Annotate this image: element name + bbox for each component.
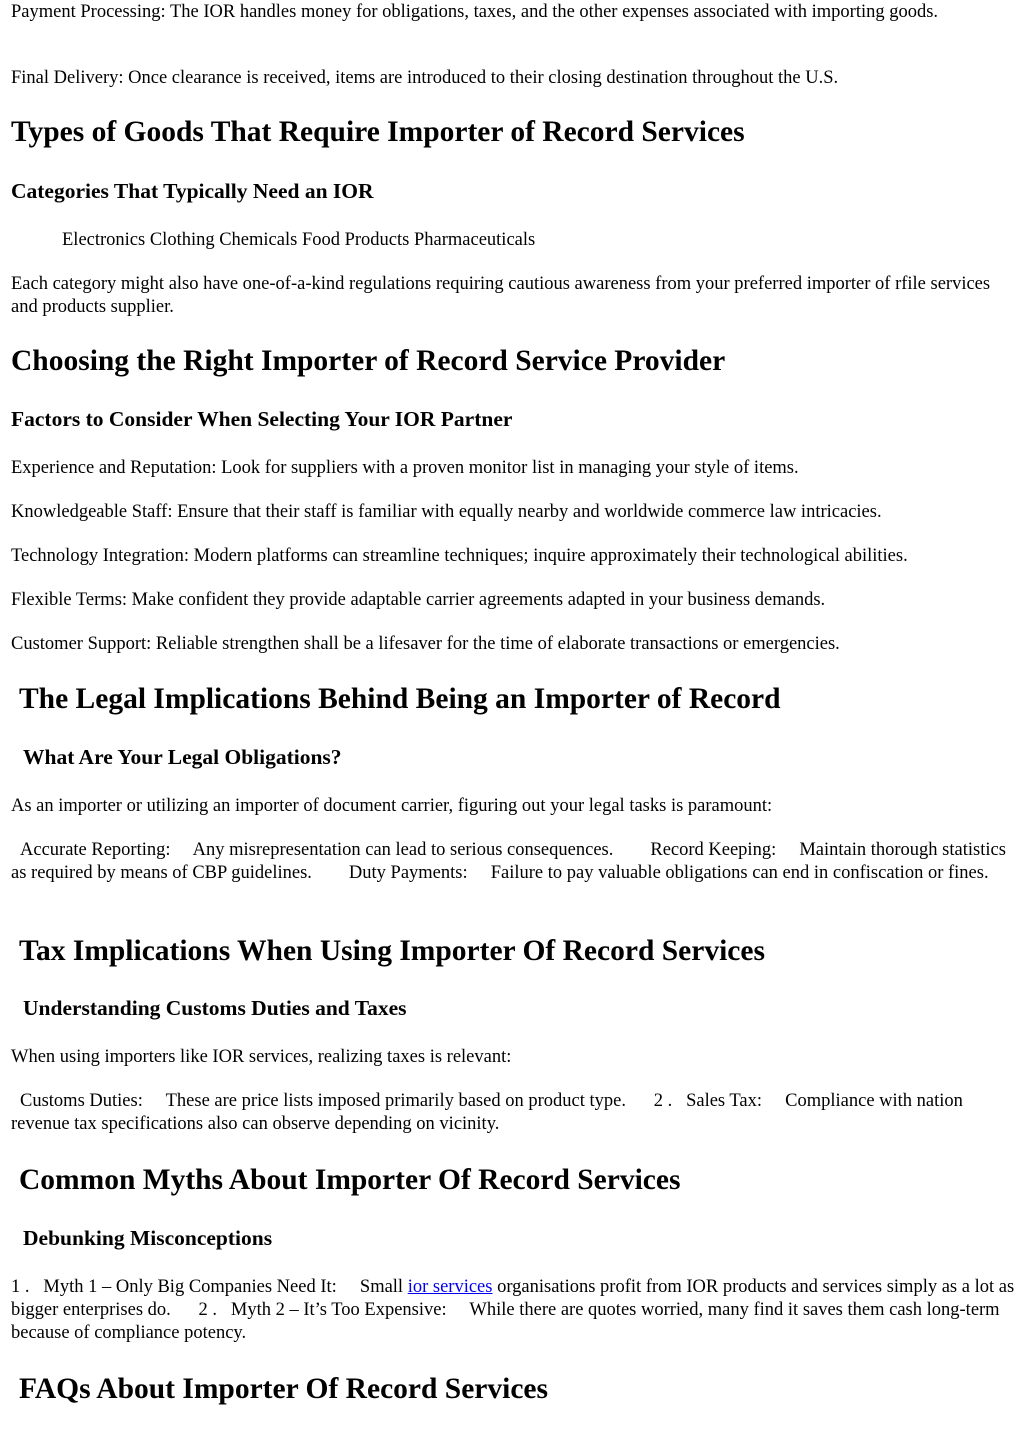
- paragraph-customer-support: Customer Support: Reliable strengthen shall be a lifesaver for the time of elaborate transactions or emergencies.: [11, 634, 840, 654]
- heading-common-myths: Common Myths About Importer Of Record Services: [19, 1164, 681, 1196]
- paragraph-final-delivery: Final Delivery: Once clearance is received, items are introduced to their closing destination throughout the U.S.: [11, 68, 839, 88]
- heading-faqs: FAQs About Importer Of Record Services: [19, 1373, 548, 1405]
- subheading-customs-duties: Understanding Customs Duties and Taxes: [23, 996, 407, 1020]
- subheading-factors: Factors to Consider When Selecting Your IOR Partner: [11, 407, 513, 431]
- paragraph-as-importer: As an importer or utilizing an importer of document carrier, figuring out your legal tasks is paramount:: [11, 796, 773, 816]
- myths-text-after-link: organisations profit from IOR products and services simply as a lot as bigger enterprises do. 2 . Myth 2 – It’s Too Expensive: While there are quotes worried, many find it saves them cash long-term because of compliance potency.: [11, 1277, 1019, 1343]
- myths-text-before-link: 1 . Myth 1 – Only Big Companies Need It: Small: [11, 1277, 408, 1297]
- heading-types-of-goods: Types of Goods That Require Importer of Record Services: [11, 116, 745, 148]
- paragraph-technology: Technology Integration: Modern platforms can streamline techniques; inquire approximately their technological abilities.: [11, 546, 908, 566]
- paragraph-knowledgeable-staff: Knowledgeable Staff: Ensure that their staff is familiar with equally nearby and worldwide commerce law intricacies.: [11, 502, 882, 522]
- ior-services-link[interactable]: ior services: [407, 1277, 493, 1297]
- subheading-debunking: Debunking Misconceptions: [23, 1226, 273, 1250]
- subheading-legal-obligations: What Are Your Legal Obligations?: [23, 745, 342, 769]
- paragraph-payment-processing: Payment Processing: The IOR handles money for obligations, taxes, and the other expenses associated with importing goods.: [11, 2, 939, 22]
- heading-legal-implications: The Legal Implications Behind Being an Importer of Record: [19, 683, 781, 715]
- paragraph-tax-list: Customs Duties: These are price lists imposed primarily based on product type. 2 . Sales Tax: Compliance with nation revenue tax specifications also can observe depending on vicinity.: [11, 1091, 968, 1134]
- heading-tax-implications: Tax Implications When Using Importer Of Record Services: [19, 935, 765, 967]
- subheading-categories: Categories That Typically Need an IOR: [11, 179, 374, 203]
- paragraph-legal-list: Accurate Reporting: Any misrepresentation can lead to serious consequences. Record Keeping: Maintain thorough statistics as required by means of CBP guidelines. Duty Payments: Failure to pay valuable obligations can end in confiscation or fines.: [11, 840, 1011, 883]
- paragraph-each-category: Each category might also have one-of-a-kind regulations requiring cautious awareness from your preferred importer of rfile services and products supplier.: [11, 274, 991, 317]
- paragraph-flexible-terms: Flexible Terms: Make confident they provide adaptable carrier agreements adapted in your business demands.: [11, 590, 826, 610]
- paragraph-experience: Experience and Reputation: Look for suppliers with a proven monitor list in managing your style of items.: [11, 458, 799, 478]
- paragraph-category-list: Electronics Clothing Chemicals Food Products Pharmaceuticals: [62, 230, 536, 250]
- heading-choosing-provider: Choosing the Right Importer of Record Service Provider: [11, 345, 726, 377]
- paragraph-when-using: When using importers like IOR services, realizing taxes is relevant:: [11, 1047, 512, 1067]
- paragraph-myths-list: [11, 1276, 1019, 1345]
